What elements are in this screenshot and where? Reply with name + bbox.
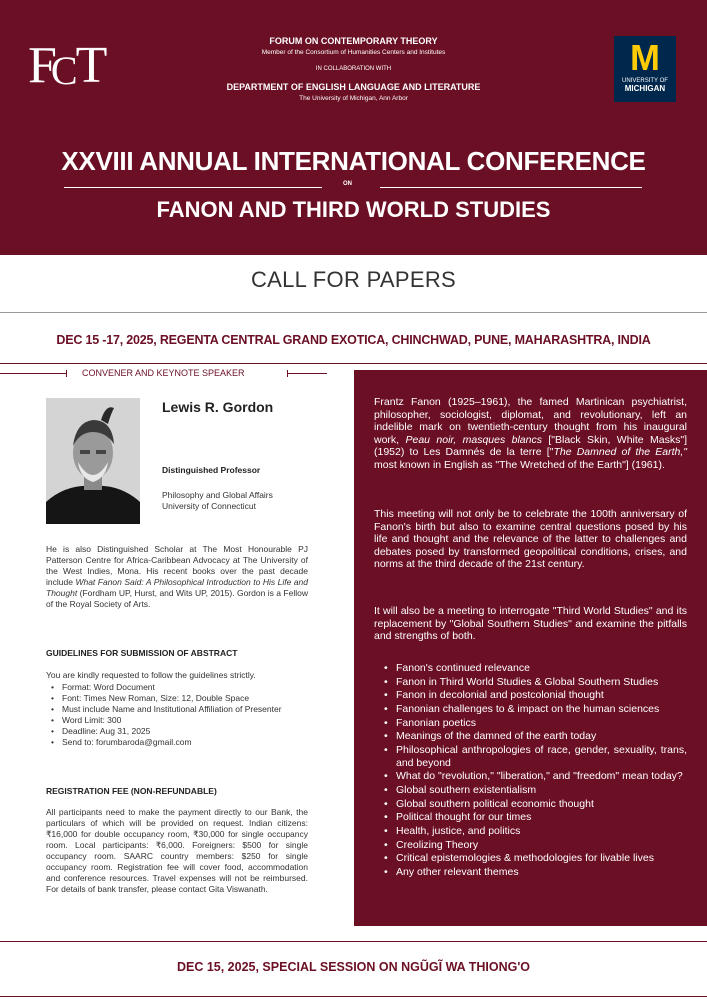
list-item: • Philosophical anthropologies of race, gender, sexuality, trans, and beyond	[376, 744, 687, 769]
convener-heading-row	[0, 366, 354, 380]
list-item: • Fanon in decolonial and postcolonial thought	[376, 689, 687, 702]
list-item: • Any other relevant themes	[376, 866, 687, 879]
on-label: ON	[343, 181, 352, 187]
list-item: • Global southern political economic thought	[376, 798, 687, 811]
speaker-portrait	[46, 398, 140, 524]
guidelines-list	[46, 682, 308, 748]
forum-name: FORUM ON CONTEMPORARY THEORY	[269, 36, 438, 46]
forum-membership: Member of the Consortium of Humanities Centers and Institutes	[261, 49, 446, 56]
list-item: • Meanings of the damned of the earth today	[376, 730, 687, 743]
list-item: • Font: Times New Roman, Size: 12, Double Space	[46, 693, 308, 704]
on-divider	[64, 181, 642, 193]
heading-line-left	[0, 373, 66, 374]
list-item: • Critical epistemologies & methodologies for livable lives	[376, 852, 687, 865]
divider	[0, 312, 707, 313]
list-item: • Fanonian challenges to & impact on the human sciences	[376, 703, 687, 716]
heading-line-right	[287, 373, 327, 374]
speaker-department: Philosophy and Global Affairs	[162, 490, 273, 500]
intro-paragraph-1: Frantz Fanon (1925–1961), the famed Martinican psychiatrist, philosopher, sociologist, diplomat, and revolutionary, left an indelible mark on twentieth-century thought from his inaugural work, Peau noir, masques blancs ["Black Skin, White Masks"] (1952) to Les Damnés de la terre ["The Damned of the Earth," most known in English as "The Wretched of the Earth"] (1961).	[374, 396, 687, 471]
collaboration-label: IN COLLABORATION WITH	[315, 66, 392, 72]
list-item: • Format: Word Document	[46, 682, 308, 693]
convener-heading: CONVENER AND KEYNOTE SPEAKER	[82, 368, 245, 378]
list-item: • Fanonian poetics	[376, 717, 687, 730]
registration-heading: REGISTRATION FEE (NON-REFUNDABLE)	[46, 786, 217, 796]
university-of-michigan-logo	[614, 36, 676, 102]
list-item: • Creolizing Theory	[376, 839, 687, 852]
divider-line-right	[380, 187, 642, 188]
um-logo-line2: MICHIGAN	[624, 84, 666, 93]
registration-text: All participants need to make the payment directly to our Bank, the particulars of which will be provided on request. Indian citizens: ₹16,000 for double occupancy room, ₹30,000 for single occupancy room. Local participants: ₹6,000. Foreigners: $500 for single occupancy room. SAARC country members: $250 for single occupancy room. Registration fee will cover food, accommodation and conference resources. Travel expenses will not be reimbursed. For details of bank transfer, please contact Gita Viswanath.	[46, 807, 308, 894]
um-logo-line1: UNIVERSITY OF	[622, 78, 668, 84]
divider	[0, 363, 707, 364]
list-item: • Deadline: Aug 31, 2025	[46, 726, 308, 737]
special-session: DEC 15, 2025, SPECIAL SESSION ON NGŨGĨ WA THIONG'O	[176, 960, 531, 974]
intro-paragraph-2: This meeting will not only be to celebrate the 100th anniversary of Fanon's birth but also to examine central questions posed by his life and thought and the relevance of the latter to challenges and debates posed by transformed geopolitical conditions, crises, and norms at the third decade of the 21st century.	[374, 508, 687, 570]
list-item: • Political thought for our times	[376, 811, 687, 824]
divider	[0, 941, 707, 942]
divider-line-left	[64, 187, 322, 188]
call-for-papers-heading: CALL FOR PAPERS	[250, 267, 456, 292]
um-block-m: M	[630, 37, 660, 78]
fct-logo: FCT	[28, 37, 102, 94]
intro-paragraph-3: It will also be a meeting to interrogate "Third World Studies" and its replacement by "Global Southern Studies" and examine the pitfalls and strengths of both.	[374, 605, 687, 642]
speaker-bio: He is also Distinguished Scholar at The Most Honourable PJ Patterson Centre for Africa-Caribbean Advocacy at The University of the West Indies, Mona. His recent books over the past decade include What Fanon Said: A Philosophical Introduction to His Life and Thought (Fordham UP, Hurst, and Wits UP, 2015). Gordon is a Fellow of the Royal Society of Arts.	[46, 544, 308, 609]
list-item: • What do "revolution," "liberation," and "freedom" mean today?	[376, 770, 687, 783]
speaker-title: Distinguished Professor	[162, 465, 261, 475]
guidelines-heading: GUIDELINES FOR SUBMISSION OF ABSTRACT	[46, 648, 238, 658]
book-title: What Fanon Said: A Philosophical Introduction to His Life and Thought	[46, 577, 308, 598]
conference-description-panel	[354, 370, 707, 926]
header-banner	[0, 0, 707, 255]
department-name: DEPARTMENT OF ENGLISH LANGUAGE AND LITERATURE	[226, 82, 481, 92]
guidelines-intro: You are kindly requested to follow the guidelines strictly.	[46, 670, 256, 680]
list-item: • Health, justice, and politics	[376, 825, 687, 838]
list-item: • Must include Name and Institutional Affiliation of Presenter	[46, 704, 308, 715]
conference-title: XXVIII ANNUAL INTERNATIONAL CONFERENCE	[61, 146, 646, 176]
divider	[0, 996, 707, 997]
conference-topic: FANON AND THIRD WORLD STUDIES	[156, 197, 551, 222]
speaker-photo-illustration	[46, 398, 140, 524]
speaker-affiliation	[162, 490, 342, 512]
venue-dates: DEC 15 -17, 2025, REGENTA CENTRAL GRAND EXOTICA, CHINCHWAD, PUNE, MAHARASHTRA, INDIA	[56, 333, 651, 347]
speaker-university: University of Connecticut	[162, 501, 257, 511]
university-name: The University of Michigan, Ann Arbor	[299, 95, 408, 102]
topics-list	[376, 662, 687, 880]
list-item: • Fanon's continued relevance	[376, 662, 687, 675]
speaker-name: Lewis R. Gordon	[162, 399, 274, 415]
list-item: • Fanon in Third World Studies & Global Southern Studies	[376, 676, 687, 689]
list-item: • Word Limit: 300	[46, 715, 308, 726]
list-item: • Global southern existentialism	[376, 784, 687, 797]
list-item: • Send to: forumbaroda@gmail.com	[46, 737, 308, 748]
